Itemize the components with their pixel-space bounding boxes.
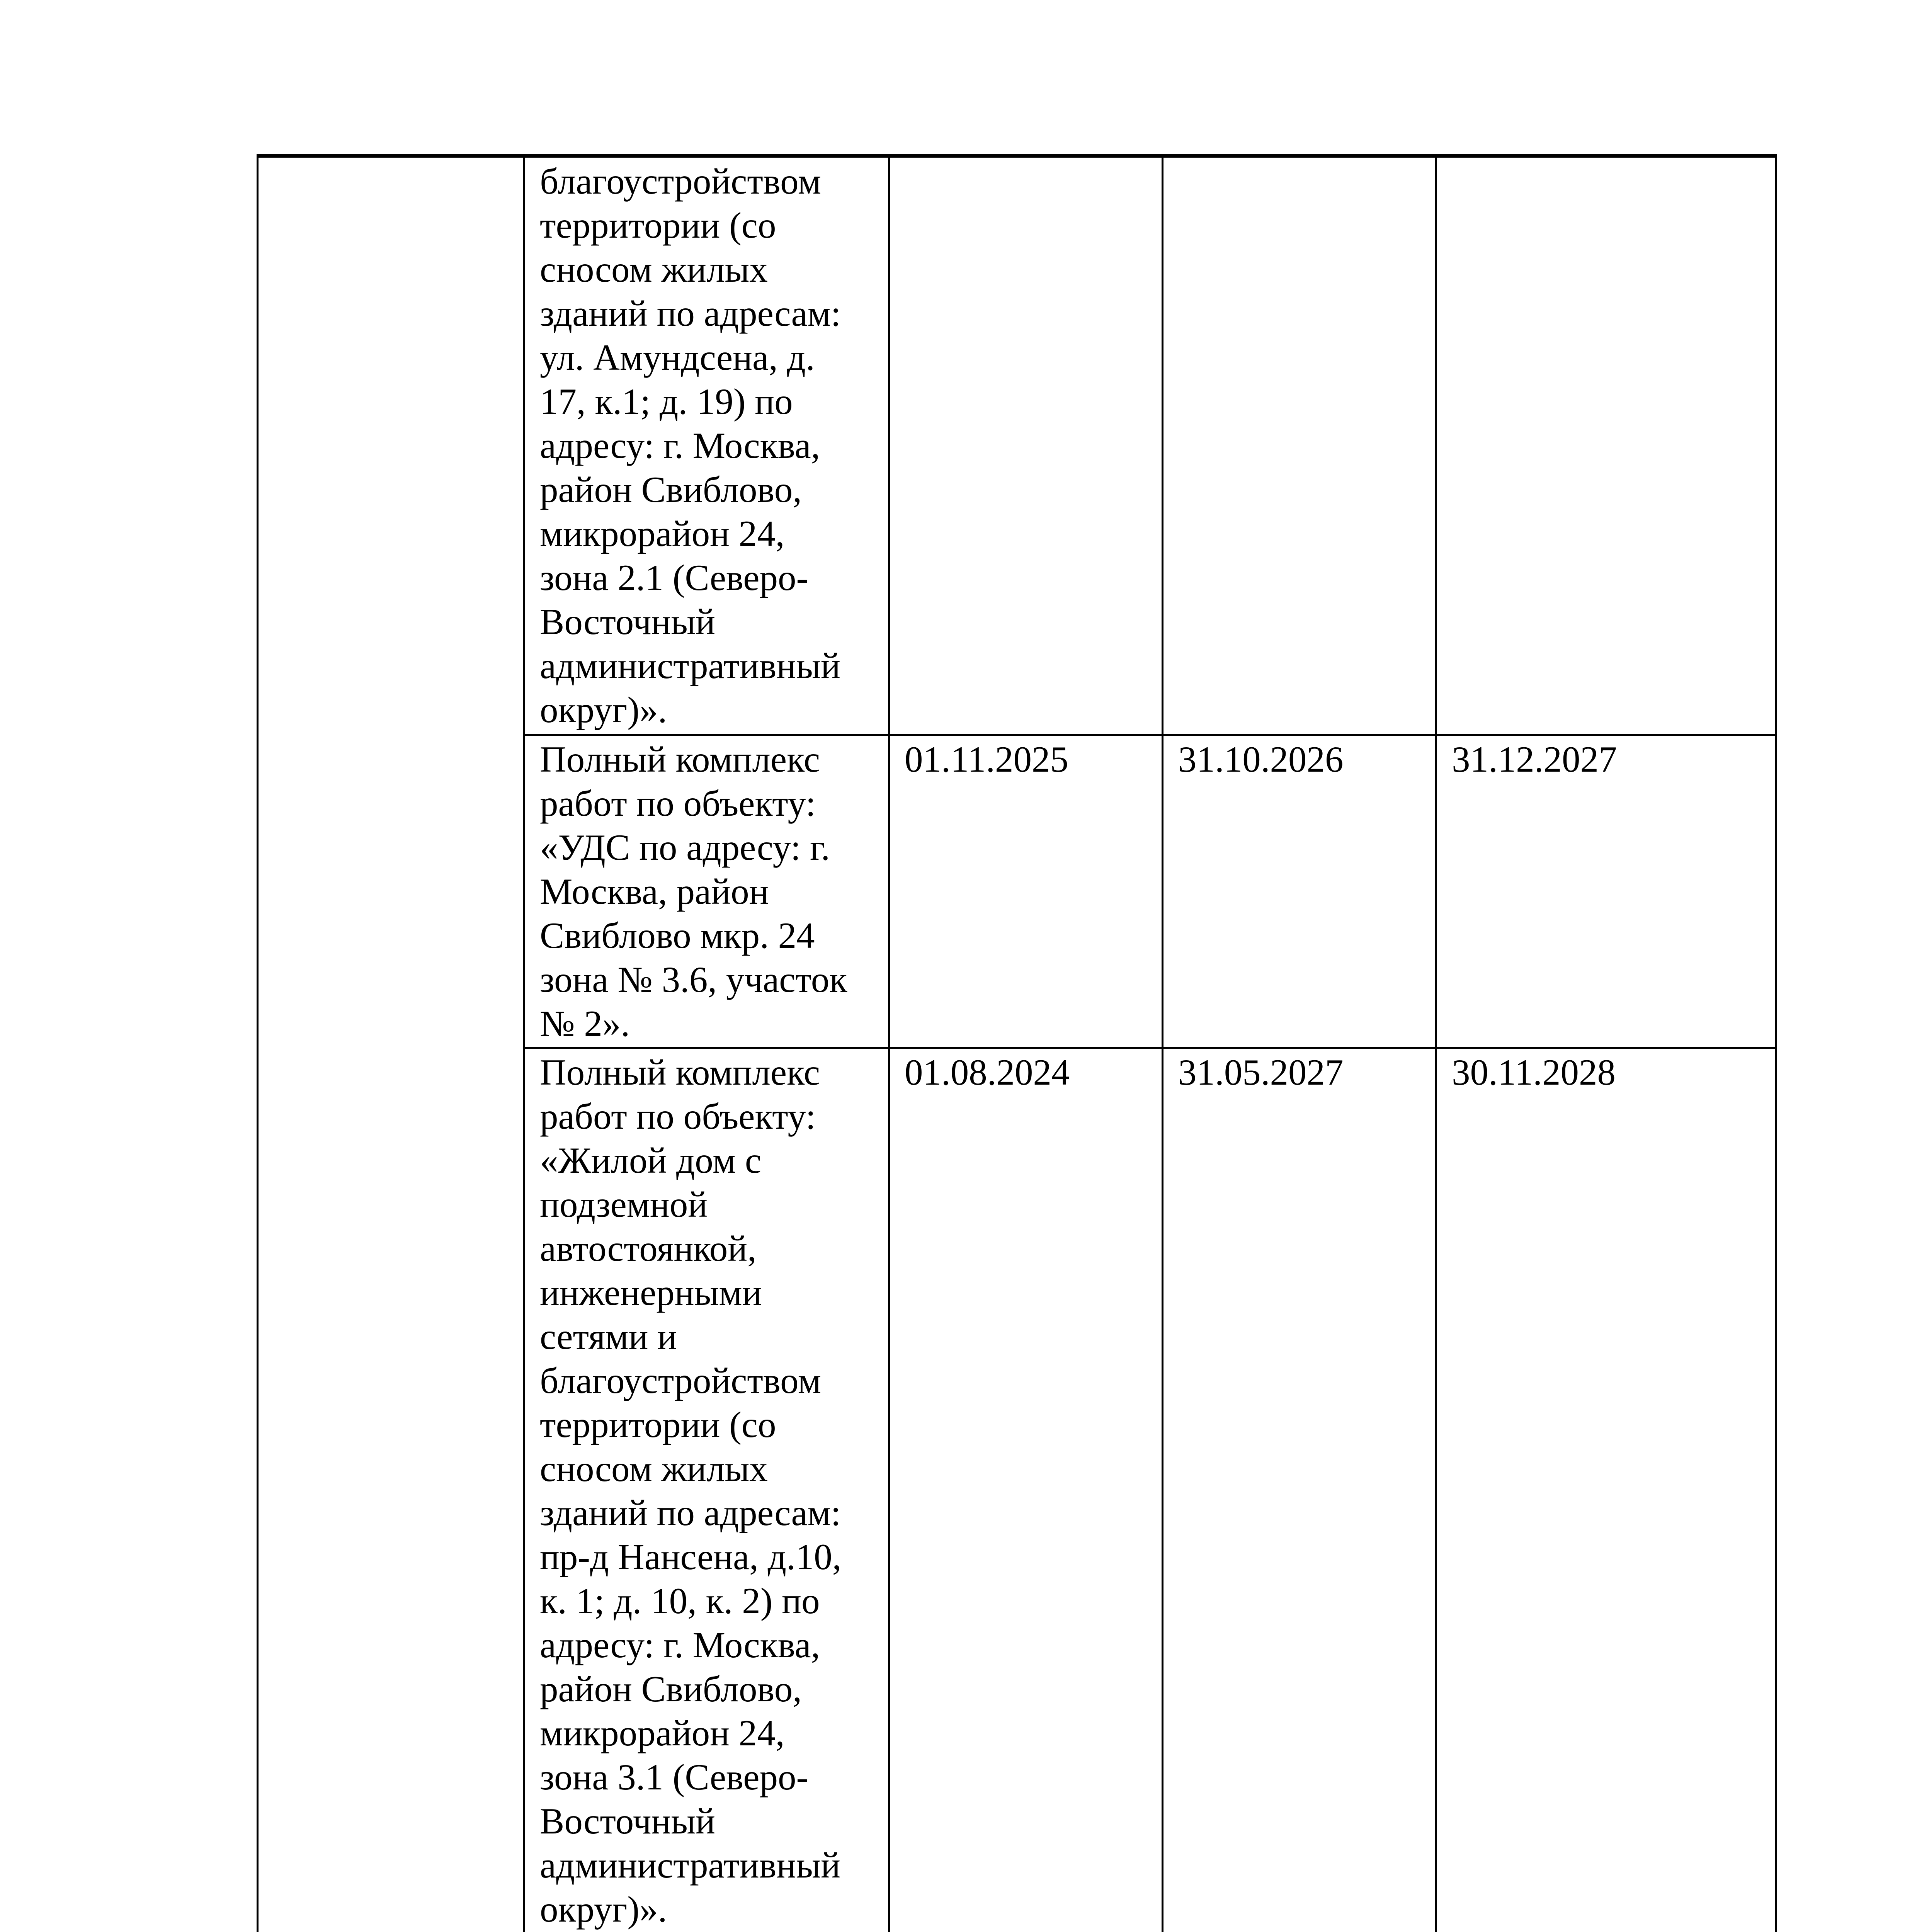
table-row [258, 156, 1776, 735]
work-line: округ)». [540, 1888, 667, 1930]
work-description-cell [524, 1048, 889, 1932]
work-line: район Свиблово, [540, 1668, 802, 1709]
work-line: микрорайон 24, [540, 1712, 785, 1753]
work-line: сносом жилых [540, 1448, 768, 1489]
intermediate-date-cell [1163, 156, 1436, 735]
work-line: Москва, район [540, 871, 769, 912]
work-line: административный [540, 645, 840, 686]
start-date-cell: 01.08.2024 [889, 1048, 1163, 1932]
work-line: благоустройством [540, 161, 821, 202]
work-line: Восточный [540, 601, 715, 642]
work-line: Свиблово мкр. 24 [540, 915, 815, 956]
work-line: пр-д Нансена, д.10, [540, 1536, 842, 1577]
work-line: сносом жилых [540, 249, 768, 290]
work-line: работ по объекту: [540, 782, 816, 824]
work-line: № 2». [540, 1003, 630, 1044]
end-date-cell: 31.12.2027 [1436, 735, 1776, 1048]
work-line: территории (со [540, 205, 776, 246]
stage-cell-stage-2-continued [258, 156, 524, 1932]
schedule-table-wrapper [257, 154, 1775, 1932]
work-line: работ по объекту: [540, 1095, 816, 1137]
start-date-cell [889, 156, 1163, 735]
work-line: к. 1; д. 10, к. 2) по [540, 1580, 820, 1621]
work-line: зона 3.1 (Северо- [540, 1756, 809, 1798]
work-line: «Жилой дом с [540, 1139, 762, 1181]
work-line: адресу: г. Москва, [540, 425, 820, 466]
work-line: 17, к.1; д. 19) по [540, 381, 793, 422]
work-line: зданий по адресам: [540, 293, 841, 334]
work-line: зона № 3.6, участок [540, 959, 847, 1000]
intermediate-date-cell: 31.10.2026 [1163, 735, 1436, 1048]
end-date-cell: 30.11.2028 [1436, 1048, 1776, 1932]
work-line: автостоянкой, [540, 1228, 757, 1269]
work-line: адресу: г. Москва, [540, 1624, 820, 1665]
work-line: Восточный [540, 1800, 715, 1842]
work-line: Полный комплекс [540, 1051, 820, 1093]
work-line: благоустройством [540, 1360, 821, 1401]
intermediate-date-cell: 31.05.2027 [1163, 1048, 1436, 1932]
start-date-cell: 01.11.2025 [889, 735, 1163, 1048]
work-line: подземной [540, 1184, 708, 1225]
work-line: микрорайон 24, [540, 513, 785, 554]
work-line: район Свиблово, [540, 469, 802, 510]
work-line: Полный комплекс [540, 738, 820, 780]
work-line: зона 2.1 (Северо- [540, 557, 809, 598]
work-line: «УДС по адресу: г. [540, 827, 830, 868]
work-line: ул. Амундсена, д. [540, 337, 815, 378]
work-description-cell [524, 156, 889, 735]
work-line: округ)». [540, 689, 667, 730]
work-line: зданий по адресам: [540, 1492, 841, 1533]
work-line: территории (со [540, 1404, 776, 1445]
schedule-table [257, 154, 1777, 1932]
work-description-cell [524, 735, 889, 1048]
end-date-cell [1436, 156, 1776, 735]
work-line: инженерными [540, 1272, 762, 1313]
work-line: сетями и [540, 1316, 677, 1357]
work-line: административный [540, 1844, 840, 1886]
